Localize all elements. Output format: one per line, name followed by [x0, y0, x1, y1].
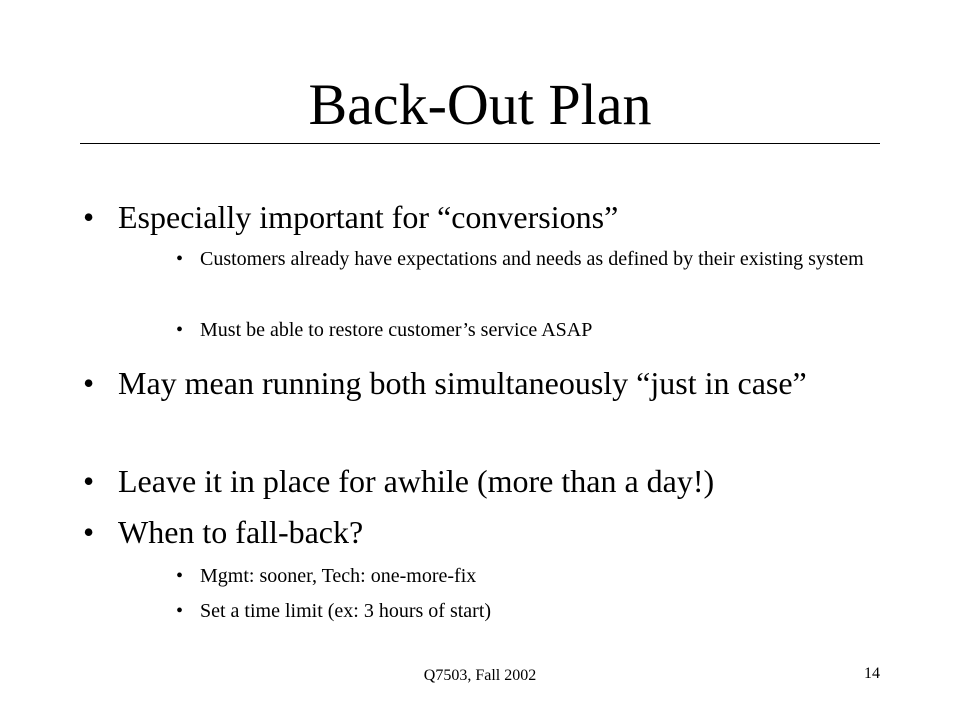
bullet-dot: • [176, 248, 184, 270]
bullet-dot: • [176, 565, 184, 587]
sub-bullet-text: Mgmt: sooner, Tech: one-more-fix [200, 565, 477, 587]
slide-title: Back-Out Plan [308, 72, 652, 137]
bullet-text: Especially important for “conversions” [118, 199, 619, 235]
bullet-text: May mean running both simultaneously “just in case” [118, 365, 807, 401]
bullet-dot: • [176, 319, 184, 341]
bullet-dot: • [83, 199, 95, 235]
sub-bullet-text: Must be able to restore customer’s service ASAP [200, 319, 593, 341]
sub-bullet-text: Set a time limit (ex: 3 hours of start) [200, 600, 492, 622]
title-divider [80, 143, 880, 144]
bullet-text: When to fall-back? [118, 514, 364, 550]
bullet-dot: • [83, 365, 95, 401]
bullet-dot: • [176, 600, 184, 622]
bullet-dot: • [83, 463, 95, 499]
bullet-text: Leave it in place for awhile (more than a day!) [118, 463, 715, 499]
page-number: 14 [864, 665, 880, 682]
sub-bullet-text: Customers already have expectations and needs as defined by their existing system [200, 248, 864, 270]
bullet-dot: • [83, 514, 95, 550]
slide-footer: Q7503, Fall 2002 [423, 667, 537, 684]
